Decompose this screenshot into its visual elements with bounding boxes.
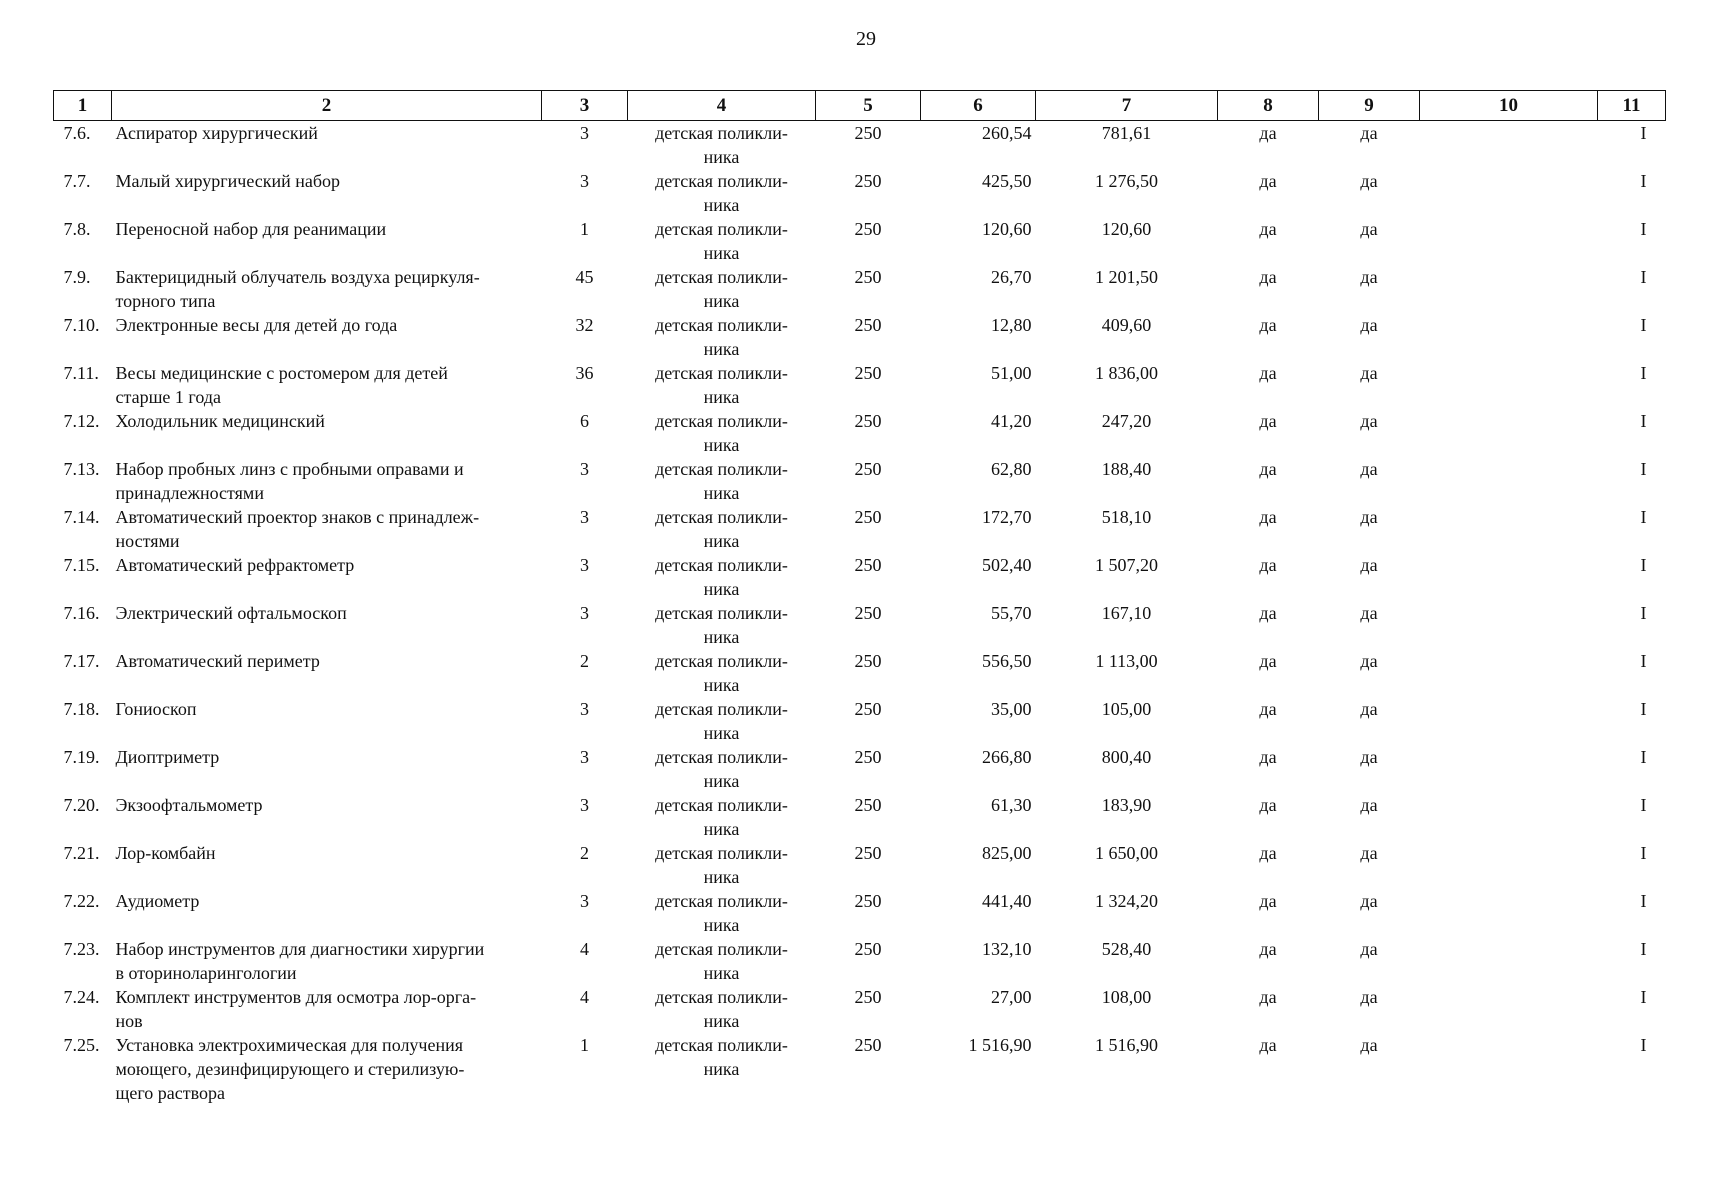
- row-number: 7.20.: [63, 795, 100, 815]
- total-cost: 1 201,50: [1095, 267, 1158, 287]
- unit-price: 61,30: [991, 795, 1032, 815]
- column-9-value: да: [1360, 267, 1378, 287]
- row-number: 7.19.: [63, 747, 100, 767]
- unit-price: 132,10: [982, 939, 1032, 959]
- item-name: [112, 217, 542, 265]
- unit-price: 41,20: [991, 411, 1032, 431]
- item-name: [112, 601, 542, 649]
- location: [628, 793, 816, 841]
- column-10-value: [1420, 649, 1598, 697]
- item-name-text: Комплект инструментов для осмотра лор-орга- нов: [115, 987, 477, 1031]
- column-header-4: 4: [628, 91, 816, 121]
- location-text: детская поликли- ника: [655, 171, 788, 215]
- column-5-value: 250: [854, 939, 882, 959]
- page-number: 29: [856, 28, 876, 50]
- row-number: 7.7.: [63, 171, 91, 191]
- column-5-value: 250: [854, 363, 882, 383]
- table-row: [54, 265, 1666, 313]
- column-header-10: 10: [1420, 91, 1598, 121]
- item-name: [112, 649, 542, 697]
- unit-price: 502,40: [982, 555, 1032, 575]
- quantity: 6: [580, 411, 589, 431]
- category-value: I: [1640, 459, 1647, 479]
- column-10-value: [1420, 457, 1598, 505]
- table-row: [54, 889, 1666, 937]
- item-name-text: Автоматический проектор знаков с принадлеж- ностями: [115, 507, 480, 551]
- location-text: детская поликли- ника: [655, 123, 788, 167]
- column-9-value: да: [1360, 843, 1378, 863]
- table-row: [54, 745, 1666, 793]
- table-row: [54, 169, 1666, 217]
- column-5-value: 250: [854, 891, 882, 911]
- total-cost: 188,40: [1101, 459, 1152, 479]
- table-row: [54, 457, 1666, 505]
- column-9-value: да: [1360, 651, 1378, 671]
- column-10-value: [1420, 409, 1598, 457]
- location-text: детская поликли- ника: [655, 651, 788, 695]
- item-name-text: Аспиратор хирургический: [115, 123, 318, 143]
- row-number: 7.6.: [63, 123, 91, 143]
- quantity: 1: [580, 1035, 589, 1055]
- item-name: [112, 361, 542, 409]
- unit-price: 441,40: [982, 891, 1032, 911]
- row-number: 7.9.: [63, 267, 91, 287]
- item-name: [112, 985, 542, 1033]
- location-text: детская поликли- ника: [655, 891, 788, 935]
- unit-price: 425,50: [982, 171, 1032, 191]
- table-row: [54, 121, 1666, 170]
- total-cost: 183,90: [1101, 795, 1152, 815]
- quantity: 2: [580, 843, 589, 863]
- row-number: 7.10.: [63, 315, 100, 335]
- column-8-value: да: [1259, 987, 1277, 1007]
- column-9-value: да: [1360, 315, 1378, 335]
- column-8-value: да: [1259, 795, 1277, 815]
- column-8-value: да: [1259, 219, 1277, 239]
- table-row: [54, 937, 1666, 985]
- row-number: 7.25.: [63, 1035, 100, 1055]
- table-row: [54, 361, 1666, 409]
- column-10-value: [1420, 793, 1598, 841]
- column-9-value: да: [1360, 987, 1378, 1007]
- category-value: I: [1640, 891, 1647, 911]
- column-9-value: да: [1360, 603, 1378, 623]
- column-10-value: [1420, 889, 1598, 937]
- location: [628, 457, 816, 505]
- quantity: 1: [580, 219, 589, 239]
- column-10-value: [1420, 601, 1598, 649]
- column-5-value: 250: [854, 843, 882, 863]
- total-cost: 1 650,00: [1095, 843, 1158, 863]
- row-number: 7.17.: [63, 651, 100, 671]
- column-10-value: [1420, 121, 1598, 170]
- column-8-value: да: [1259, 507, 1277, 527]
- quantity: 2: [580, 651, 589, 671]
- table-row: [54, 1033, 1666, 1107]
- item-name-text: Бактерицидный облучатель воздуха рециркуля- торного типа: [115, 267, 480, 311]
- row-number: 7.11.: [63, 363, 99, 383]
- column-header-6: 6: [921, 91, 1036, 121]
- column-5-value: 250: [854, 459, 882, 479]
- unit-price: 51,00: [991, 363, 1032, 383]
- column-8-value: да: [1259, 171, 1277, 191]
- item-name-text: Установка электрохимическая для получения моющего, дезинфицирующего и стерилизую- щего раствора: [115, 1035, 465, 1103]
- quantity: 3: [580, 747, 589, 767]
- location-text: детская поликли- ника: [655, 795, 788, 839]
- table-row: [54, 985, 1666, 1033]
- unit-price: 825,00: [982, 843, 1032, 863]
- column-5-value: 250: [854, 411, 882, 431]
- column-9-value: да: [1360, 699, 1378, 719]
- unit-price: 62,80: [991, 459, 1032, 479]
- item-name-text: Переносной набор для реанимации: [115, 219, 387, 239]
- total-cost: 247,20: [1101, 411, 1152, 431]
- column-9-value: да: [1360, 1035, 1378, 1055]
- item-name: [112, 505, 542, 553]
- total-cost: 167,10: [1101, 603, 1152, 623]
- column-8-value: да: [1259, 939, 1277, 959]
- row-number: 7.18.: [63, 699, 100, 719]
- quantity: 45: [575, 267, 594, 287]
- item-name-text: Электронные весы для детей до года: [115, 315, 398, 335]
- column-5-value: 250: [854, 795, 882, 815]
- location: [628, 361, 816, 409]
- total-cost: 781,61: [1101, 123, 1152, 143]
- item-name: [112, 937, 542, 985]
- item-name: [112, 409, 542, 457]
- column-10-value: [1420, 265, 1598, 313]
- quantity: 3: [580, 507, 589, 527]
- location: [628, 409, 816, 457]
- location-text: детская поликли- ника: [655, 843, 788, 887]
- total-cost: 1 507,20: [1095, 555, 1158, 575]
- total-cost: 120,60: [1101, 219, 1152, 239]
- table-row: [54, 793, 1666, 841]
- location-text: детская поликли- ника: [655, 267, 788, 311]
- category-value: I: [1640, 747, 1647, 767]
- quantity: 4: [580, 987, 589, 1007]
- item-name-text: Набор инструментов для диагностики хирургии в оториноларингологии: [115, 939, 485, 983]
- total-cost: 1 836,00: [1095, 363, 1158, 383]
- column-5-value: 250: [854, 171, 882, 191]
- location: [628, 265, 816, 313]
- location: [628, 697, 816, 745]
- total-cost: 1 276,50: [1095, 171, 1158, 191]
- item-name: [112, 889, 542, 937]
- quantity: 32: [575, 315, 594, 335]
- unit-price: 260,54: [982, 123, 1032, 143]
- column-9-value: да: [1360, 219, 1378, 239]
- item-name-text: Набор пробных линз с пробными оправами и принадлежностями: [115, 459, 464, 503]
- column-10-value: [1420, 937, 1598, 985]
- location-text: детская поликли- ника: [655, 987, 788, 1031]
- row-number: 7.8.: [63, 219, 91, 239]
- quantity: 36: [575, 363, 594, 383]
- item-name-text: Малый хирургический набор: [115, 171, 341, 191]
- column-header-8: 8: [1218, 91, 1319, 121]
- column-10-value: [1420, 313, 1598, 361]
- item-name-text: Холодильник медицинский: [115, 411, 325, 431]
- location-text: детская поликли- ника: [655, 219, 788, 263]
- item-name: [112, 1033, 542, 1107]
- quantity: 4: [580, 939, 589, 959]
- total-cost: 1 113,00: [1095, 651, 1158, 671]
- location-text: детская поликли- ника: [655, 939, 788, 983]
- category-value: I: [1640, 651, 1647, 671]
- column-5-value: 250: [854, 555, 882, 575]
- item-name: [112, 457, 542, 505]
- category-value: I: [1640, 987, 1647, 1007]
- unit-price: 172,70: [982, 507, 1032, 527]
- location: [628, 841, 816, 889]
- column-10-value: [1420, 505, 1598, 553]
- unit-price: 120,60: [982, 219, 1032, 239]
- column-10-value: [1420, 697, 1598, 745]
- column-9-value: да: [1360, 411, 1378, 431]
- item-name-text: Диоптриметр: [115, 747, 220, 767]
- column-5-value: 250: [854, 987, 882, 1007]
- column-header-1: 1: [54, 91, 112, 121]
- category-value: I: [1640, 507, 1647, 527]
- column-header-5: 5: [816, 91, 921, 121]
- location: [628, 169, 816, 217]
- quantity: 3: [580, 555, 589, 575]
- item-name: [112, 553, 542, 601]
- column-10-value: [1420, 217, 1598, 265]
- location-text: детская поликли- ника: [655, 1035, 788, 1079]
- item-name: [112, 745, 542, 793]
- column-8-value: да: [1259, 747, 1277, 767]
- row-number: 7.13.: [63, 459, 100, 479]
- category-value: I: [1640, 219, 1647, 239]
- category-value: I: [1640, 315, 1647, 335]
- category-value: I: [1640, 603, 1647, 623]
- category-value: I: [1640, 411, 1647, 431]
- table-row: [54, 505, 1666, 553]
- quantity: 3: [580, 699, 589, 719]
- column-header-3: 3: [542, 91, 628, 121]
- location: [628, 601, 816, 649]
- column-10-value: [1420, 361, 1598, 409]
- location: [628, 889, 816, 937]
- total-cost: 108,00: [1101, 987, 1152, 1007]
- location-text: детская поликли- ника: [655, 507, 788, 551]
- item-name-text: Экзоофтальмометр: [115, 795, 263, 815]
- location: [628, 217, 816, 265]
- column-8-value: да: [1259, 267, 1277, 287]
- row-number: 7.16.: [63, 603, 100, 623]
- category-value: I: [1640, 123, 1647, 143]
- table-body: [54, 121, 1666, 1108]
- column-5-value: 250: [854, 1035, 882, 1055]
- column-10-value: [1420, 1033, 1598, 1107]
- quantity: 3: [580, 171, 589, 191]
- total-cost: 1 324,20: [1095, 891, 1158, 911]
- column-header-7: 7: [1036, 91, 1218, 121]
- location: [628, 649, 816, 697]
- quantity: 3: [580, 603, 589, 623]
- column-header-11: 11: [1598, 91, 1666, 121]
- item-name: [112, 169, 542, 217]
- location-text: детская поликли- ника: [655, 411, 788, 455]
- column-10-value: [1420, 841, 1598, 889]
- unit-price: 266,80: [982, 747, 1032, 767]
- unit-price: 55,70: [991, 603, 1032, 623]
- column-9-value: да: [1360, 171, 1378, 191]
- location-text: детская поликли- ника: [655, 747, 788, 791]
- column-9-value: да: [1360, 459, 1378, 479]
- item-name-text: Лор-комбайн: [115, 843, 216, 863]
- total-cost: 528,40: [1101, 939, 1152, 959]
- column-10-value: [1420, 553, 1598, 601]
- column-9-value: да: [1360, 507, 1378, 527]
- column-5-value: 250: [854, 651, 882, 671]
- column-8-value: да: [1259, 459, 1277, 479]
- column-header-9: 9: [1319, 91, 1420, 121]
- column-5-value: 250: [854, 315, 882, 335]
- column-8-value: да: [1259, 123, 1277, 143]
- column-5-value: 250: [854, 267, 882, 287]
- column-5-value: 250: [854, 747, 882, 767]
- row-number: 7.22.: [63, 891, 100, 911]
- column-5-value: 250: [854, 603, 882, 623]
- item-name-text: Автоматический периметр: [115, 651, 320, 671]
- table-row: [54, 649, 1666, 697]
- table-row: [54, 313, 1666, 361]
- column-5-value: 250: [854, 507, 882, 527]
- location-text: детская поликли- ника: [655, 699, 788, 743]
- item-name: [112, 265, 542, 313]
- row-number: 7.21.: [63, 843, 100, 863]
- category-value: I: [1640, 699, 1647, 719]
- total-cost: 518,10: [1101, 507, 1152, 527]
- unit-price: 556,50: [982, 651, 1032, 671]
- table-row: [54, 409, 1666, 457]
- unit-price: 12,80: [991, 315, 1032, 335]
- quantity: 3: [580, 891, 589, 911]
- location: [628, 121, 816, 170]
- location-text: детская поликли- ника: [655, 603, 788, 647]
- column-header-2: 2: [112, 91, 542, 121]
- location-text: детская поликли- ника: [655, 459, 788, 503]
- quantity: 3: [580, 459, 589, 479]
- location-text: детская поликли- ника: [655, 315, 788, 359]
- row-number: 7.15.: [63, 555, 100, 575]
- column-9-value: да: [1360, 555, 1378, 575]
- table-row: [54, 217, 1666, 265]
- item-name-text: Автоматический рефрактометр: [115, 555, 355, 575]
- total-cost: 1 516,90: [1095, 1035, 1158, 1055]
- column-8-value: да: [1259, 699, 1277, 719]
- header-row: [54, 91, 1666, 121]
- category-value: I: [1640, 1035, 1647, 1055]
- total-cost: 800,40: [1101, 747, 1152, 767]
- column-10-value: [1420, 985, 1598, 1033]
- total-cost: 105,00: [1101, 699, 1152, 719]
- row-number: 7.14.: [63, 507, 100, 527]
- unit-price: 1 516,90: [968, 1035, 1032, 1055]
- item-name-text: Электрический офтальмоскоп: [115, 603, 347, 623]
- column-8-value: да: [1259, 603, 1277, 623]
- location: [628, 313, 816, 361]
- column-9-value: да: [1360, 123, 1378, 143]
- column-8-value: да: [1259, 651, 1277, 671]
- table-row: [54, 841, 1666, 889]
- column-8-value: да: [1259, 315, 1277, 335]
- column-9-value: да: [1360, 939, 1378, 959]
- column-8-value: да: [1259, 411, 1277, 431]
- equipment-table: [53, 90, 1666, 1107]
- quantity: 3: [580, 123, 589, 143]
- item-name: [112, 313, 542, 361]
- location: [628, 985, 816, 1033]
- table-row: [54, 601, 1666, 649]
- item-name-text: Весы медицинские с ростомером для детей старше 1 года: [115, 363, 448, 407]
- row-number: 7.24.: [63, 987, 100, 1007]
- column-8-value: да: [1259, 1035, 1277, 1055]
- location: [628, 553, 816, 601]
- category-value: I: [1640, 171, 1647, 191]
- category-value: I: [1640, 843, 1647, 863]
- column-9-value: да: [1360, 795, 1378, 815]
- unit-price: 35,00: [991, 699, 1032, 719]
- quantity: 3: [580, 795, 589, 815]
- location: [628, 937, 816, 985]
- category-value: I: [1640, 939, 1647, 959]
- column-8-value: да: [1259, 891, 1277, 911]
- row-number: 7.12.: [63, 411, 100, 431]
- table-row: [54, 553, 1666, 601]
- column-5-value: 250: [854, 123, 882, 143]
- table-row: [54, 697, 1666, 745]
- item-name: [112, 697, 542, 745]
- location: [628, 745, 816, 793]
- item-name: [112, 793, 542, 841]
- location-text: детская поликли- ника: [655, 363, 788, 407]
- column-9-value: да: [1360, 363, 1378, 383]
- column-9-value: да: [1360, 747, 1378, 767]
- item-name-text: Аудиометр: [115, 891, 200, 911]
- location: [628, 1033, 816, 1107]
- category-value: I: [1640, 267, 1647, 287]
- category-value: I: [1640, 555, 1647, 575]
- column-5-value: 250: [854, 699, 882, 719]
- row-number: 7.23.: [63, 939, 100, 959]
- unit-price: 27,00: [991, 987, 1032, 1007]
- item-name-text: Гониоскоп: [115, 699, 197, 719]
- column-8-value: да: [1259, 843, 1277, 863]
- location-text: детская поликли- ника: [655, 555, 788, 599]
- column-10-value: [1420, 169, 1598, 217]
- column-10-value: [1420, 745, 1598, 793]
- location: [628, 505, 816, 553]
- item-name: [112, 841, 542, 889]
- column-8-value: да: [1259, 363, 1277, 383]
- column-5-value: 250: [854, 219, 882, 239]
- item-name: [112, 121, 542, 170]
- column-9-value: да: [1360, 891, 1378, 911]
- table-header: [54, 91, 1666, 121]
- column-8-value: да: [1259, 555, 1277, 575]
- total-cost: 409,60: [1101, 315, 1152, 335]
- category-value: I: [1640, 795, 1647, 815]
- category-value: I: [1640, 363, 1647, 383]
- unit-price: 26,70: [991, 267, 1032, 287]
